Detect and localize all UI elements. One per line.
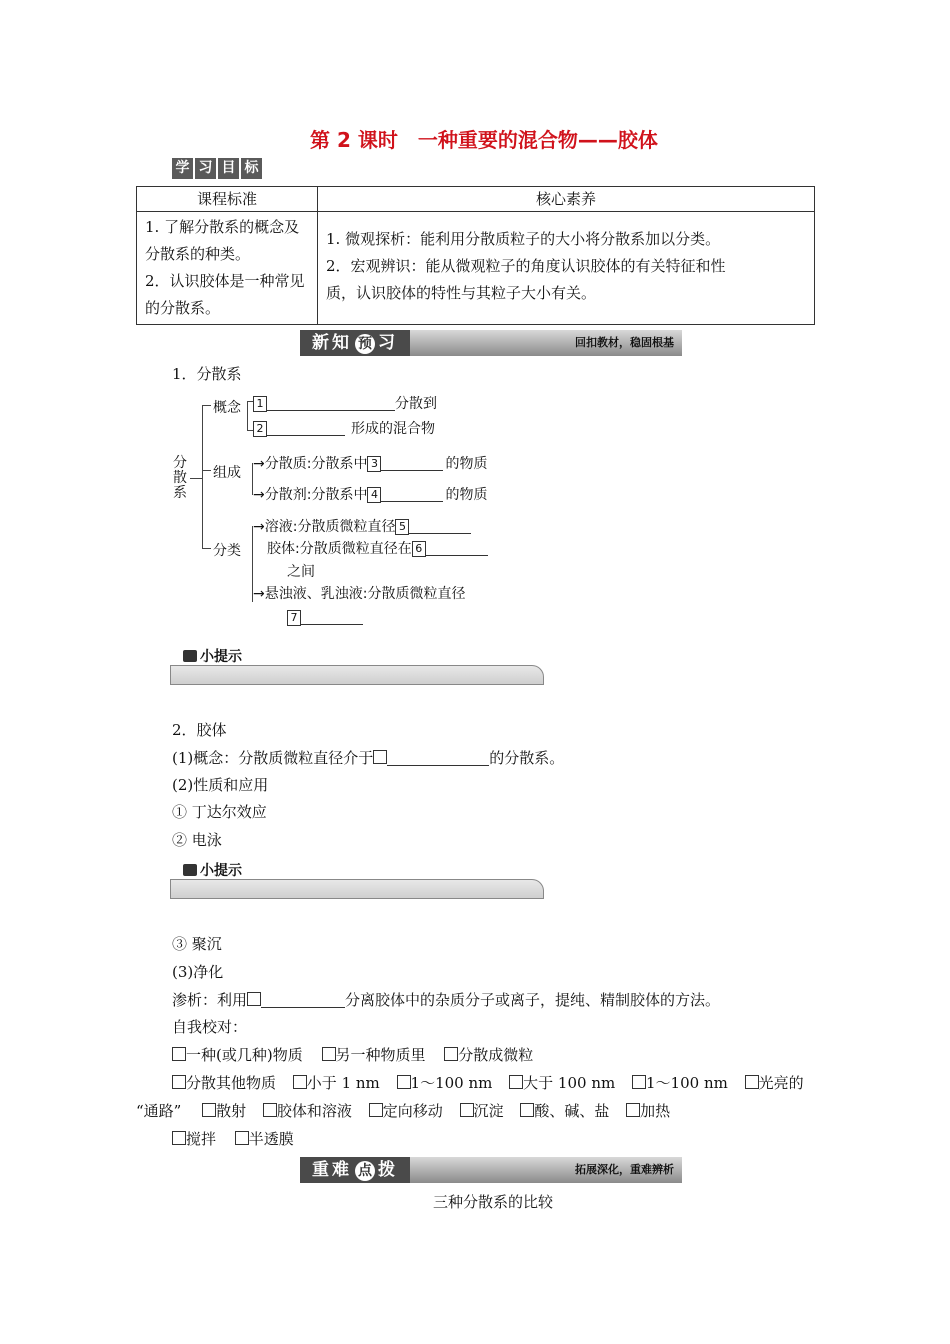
page-title: 第 2 课时 一种重要的混合物——胶体 — [310, 128, 658, 152]
composition-label: 组成 — [213, 465, 241, 481]
colloid-concept: (1)概念：分散质微粒直径介于 的分散系。 — [172, 749, 565, 767]
tyndall-item: ① 丁达尔效应 — [172, 803, 267, 821]
section-heading: 1．分散系 — [172, 365, 242, 383]
cell-line: 分散系的种类。 — [145, 245, 251, 263]
tip-bar — [170, 665, 544, 685]
cell-line: 质，认识胶体的特性与其粒子大小有关。 — [326, 284, 597, 302]
tag-char: 目 — [218, 158, 239, 179]
banner-subtitle: 拓展深化，重难辨析 — [575, 1163, 674, 1176]
concept-label: 概念 — [213, 400, 241, 416]
solution-line: →溶液:分散质微粒直径 5 — [253, 516, 471, 536]
dialysis-line: 渗析：利用 分离胶体中的杂质分子或离子，提纯、精制胶体的方法。 — [172, 991, 721, 1009]
bracket-line — [202, 405, 211, 406]
solute-line: →分散质:分散系中 3 的物质 — [253, 456, 488, 472]
section-heading: 2．胶体 — [172, 721, 227, 739]
suspension-blank: 7 — [287, 608, 363, 626]
answers-row: 分散其他物质 小于 1 nm 1～100 nm 大于 100 nm 1～100 nm 光亮的 — [172, 1072, 804, 1093]
section-banner-key-points — [300, 1157, 682, 1183]
tip-bar — [170, 879, 544, 899]
cell-line: 2．宏观辨识：能从微观粒子的角度认识胶体的有关特征和性 — [326, 257, 726, 275]
props-heading: (2)性质和应用 — [172, 776, 269, 794]
tag-char: 习 — [195, 158, 216, 179]
self-check-heading: 自我校对： — [172, 1018, 248, 1036]
bracket-line — [247, 401, 248, 430]
bracket-line — [202, 405, 203, 549]
concept-line-2: 2 形成的混合物 — [253, 418, 435, 438]
suspension-line: →悬浊液、乳浊液:分散质微粒直径 — [253, 586, 466, 602]
comparison-title: 三种分散系的比较 — [433, 1193, 554, 1211]
bracket-line — [202, 470, 211, 471]
tag-char: 学 — [172, 158, 193, 179]
col-header: 课程标准 — [137, 187, 318, 212]
tip-label: 小提示 — [183, 860, 242, 880]
competency-cell — [318, 212, 815, 325]
bracket-line — [190, 478, 202, 479]
bracket-line — [202, 548, 211, 549]
cell-line: 2．认识胶体是一种常见 — [145, 272, 305, 290]
answers-row: 搅拌 半透膜 — [172, 1128, 294, 1149]
banner-label: 新知 预 习 — [300, 330, 410, 356]
solvent-line: →分散剂:分散系中 4 的物质 — [253, 487, 488, 503]
learning-goals-tag — [172, 158, 262, 179]
classification-label: 分类 — [213, 543, 241, 559]
electrophoresis-item: ② 电泳 — [172, 831, 222, 849]
cell-line: 1. 微观探析：能利用分散质粒子的大小将分散系加以分类。 — [326, 230, 721, 248]
coagulation-item: ③ 聚沉 — [172, 935, 222, 953]
concept-line-1: 1 分散到 — [253, 393, 437, 413]
colloid-tail: 之间 — [287, 564, 315, 580]
cell-line: 1. 了解分散系的概念及 — [145, 218, 300, 236]
colloid-line: 胶体:分散质微粒直径在 6 — [267, 538, 488, 558]
purify-heading: (3)净化 — [172, 963, 224, 981]
tag-char: 标 — [241, 158, 262, 179]
answers-row: “通路” 散射 胶体和溶液 定向移动 沉淀 酸、碱、盐 加热 — [136, 1102, 671, 1120]
banner-subtitle: 回扣教材，稳固根基 — [575, 336, 674, 349]
thumbs-up-icon — [183, 650, 197, 662]
diagram-root: 分 散 系 — [173, 455, 187, 501]
cell-line: 的分散系。 — [145, 299, 221, 317]
standards-table — [136, 186, 815, 325]
thumbs-up-icon — [183, 864, 197, 876]
standards-cell — [137, 212, 318, 325]
banner-label: 重难 点 拨 — [300, 1157, 410, 1183]
section-banner-preview — [300, 330, 682, 356]
col-header: 核心素养 — [318, 187, 815, 212]
tip-label: 小提示 — [183, 646, 242, 666]
answers-row: 一种(或几种)物质 另一种物质里 分散成微粒 — [172, 1044, 533, 1065]
